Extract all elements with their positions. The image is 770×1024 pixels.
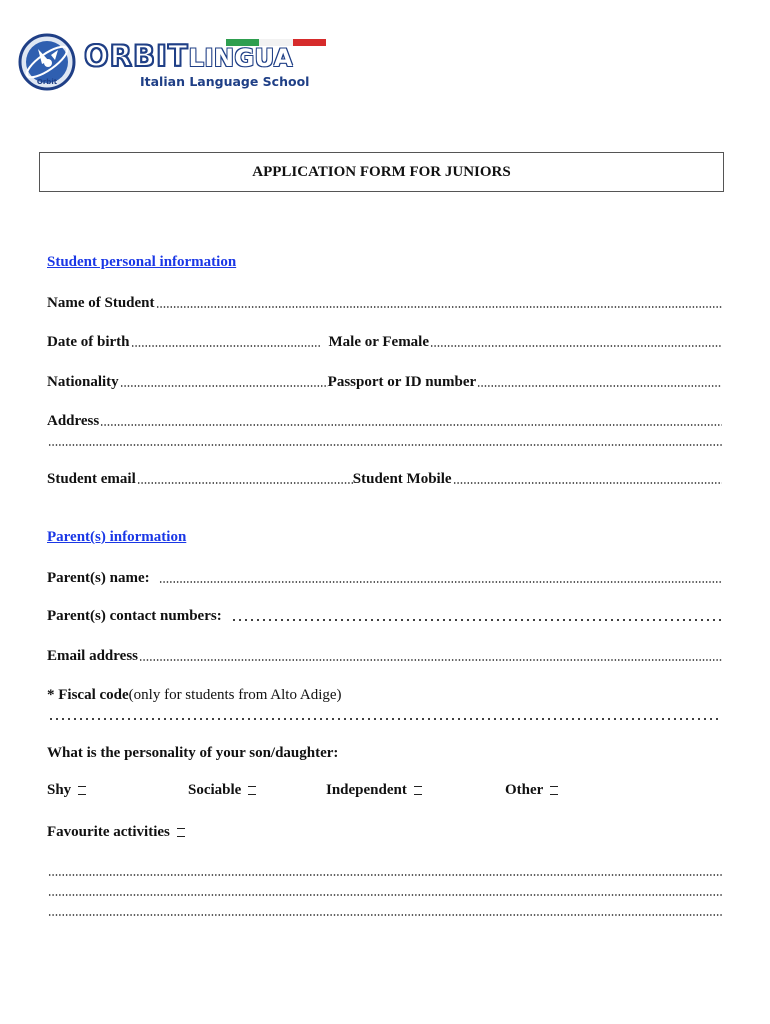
school-logo	[18, 33, 318, 95]
student-email-label: Student email	[47, 471, 136, 487]
logo-lingua-text: LINGUA	[188, 44, 294, 72]
personality-question-row	[47, 742, 722, 762]
student-name-field[interactable]	[156, 305, 723, 309]
address-field-line-1[interactable]	[100, 423, 722, 427]
parent-email-label: Email address	[47, 648, 138, 664]
student-email-field[interactable]	[137, 481, 353, 485]
passport-field[interactable]	[477, 384, 722, 388]
fiscal-code-note: (only for students from Alto Adige)	[128, 687, 342, 703]
dob-field[interactable]	[131, 344, 321, 348]
nationality-label: Nationality	[47, 374, 119, 390]
dob-label: Date of birth	[47, 334, 130, 350]
activities-label: Favourite activities	[47, 824, 170, 840]
logo-orbit-text: ORBIT	[84, 39, 189, 73]
emblem-label: Orbit	[36, 78, 58, 86]
logo-subtitle: Italian Language School	[140, 74, 310, 89]
fiscal-code-field-row	[47, 704, 722, 724]
option-other[interactable]	[505, 782, 558, 799]
activities-row	[47, 821, 722, 841]
address-row	[47, 410, 722, 430]
student-mobile-field[interactable]	[453, 481, 722, 485]
address-row-2	[47, 430, 722, 450]
option-independent-label: Independent	[326, 782, 407, 798]
student-section-heading: Student personal information	[47, 254, 237, 270]
fiscal-code-field[interactable]	[48, 717, 722, 721]
parent-contact-label: Parent(s) contact numbers:	[47, 608, 222, 624]
passport-label: Passport or ID number	[327, 374, 477, 390]
logo-wordmark	[84, 39, 293, 77]
email-mobile-row	[47, 468, 722, 488]
personality-question: What is the personality of your son/daughter:	[47, 745, 339, 761]
parent-name-field[interactable]	[159, 580, 722, 584]
gender-field[interactable]	[430, 344, 722, 348]
option-sociable[interactable]	[188, 782, 256, 799]
option-sociable-label: Sociable	[188, 782, 242, 798]
address-field-line-2[interactable]	[48, 443, 722, 447]
activities-line-2-row	[47, 880, 722, 900]
parent-email-field[interactable]	[139, 658, 722, 662]
option-shy-label: Shy	[47, 782, 72, 798]
activities-field-line-3[interactable]	[48, 913, 722, 917]
parent-name-label: Parent(s) name:	[47, 570, 150, 586]
activities-line-1-row	[47, 860, 722, 880]
option-independent-checkbox[interactable]	[414, 786, 422, 795]
form-title: APPLICATION FORM FOR JUNIORS	[39, 152, 724, 192]
activities-field-line-2[interactable]	[48, 893, 722, 897]
option-shy[interactable]	[47, 782, 86, 799]
option-other-checkbox[interactable]	[550, 786, 558, 795]
nationality-passport-row	[47, 371, 722, 391]
gender-label: Male or Female	[328, 334, 430, 350]
dob-gender-row	[47, 331, 722, 351]
parent-section-heading: Parent(s) information	[47, 529, 187, 545]
nationality-field[interactable]	[120, 384, 328, 388]
parent-contact-field[interactable]	[231, 618, 722, 622]
parent-contact-row	[47, 605, 722, 625]
student-mobile-label: Student Mobile	[352, 471, 452, 487]
parent-name-row	[47, 567, 722, 587]
activities-field-line-1[interactable]	[48, 873, 722, 877]
option-independent[interactable]	[326, 782, 422, 799]
personality-options	[47, 782, 722, 802]
fiscal-code-row	[47, 684, 722, 704]
fiscal-code-label: * Fiscal code	[47, 687, 129, 703]
student-name-label: Name of Student	[47, 295, 155, 311]
activities-line-3-row	[47, 900, 722, 920]
option-shy-checkbox[interactable]	[78, 786, 86, 795]
activities-checkbox[interactable]	[177, 828, 185, 837]
student-name-row	[47, 292, 722, 312]
option-other-label: Other	[505, 782, 544, 798]
address-label: Address	[47, 413, 100, 429]
option-sociable-checkbox[interactable]	[248, 786, 256, 795]
orbit-emblem-icon	[18, 33, 76, 91]
parent-email-row	[47, 645, 722, 665]
